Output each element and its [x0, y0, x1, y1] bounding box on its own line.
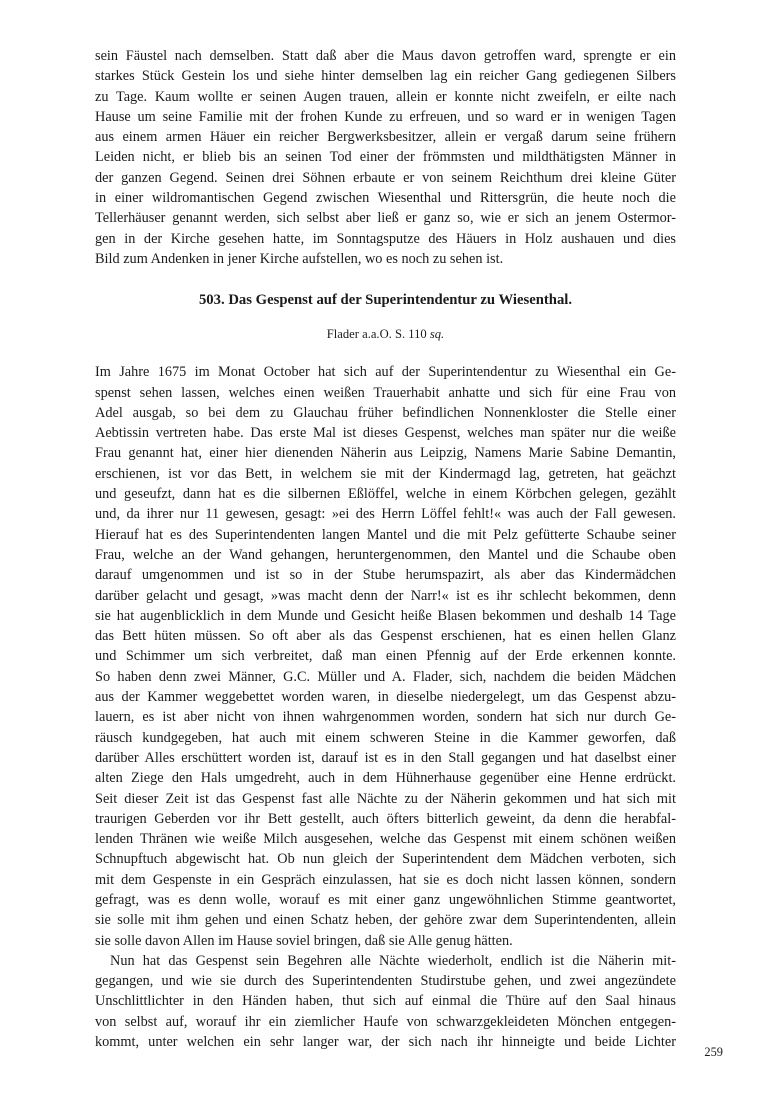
text-line-content: Im Jahre 1675 im Monat October hat sich auf der Superintendentur zu Wiesenthal ein Ge-	[95, 364, 676, 381]
text-line	[95, 768, 676, 788]
text-line	[95, 127, 676, 147]
text-line	[95, 188, 676, 208]
text-line	[95, 646, 676, 666]
text-line	[95, 586, 676, 606]
text-line-content: darüber Alles erschüttert worden ist, darauf ist es in den Stall gegangen und hat daselbst einer	[95, 749, 676, 766]
text-line	[95, 525, 676, 545]
text-line	[95, 208, 676, 228]
text-line-content: sie hat augenblicklich in dem Munde und Gesicht heiße Blasen bekommen und deshalb 14 Tage	[95, 607, 676, 624]
text-line-content: starkes Stück Gestein los und siehe hinter demselben lag ein reicher Gang gediegenen Silbers	[95, 68, 676, 85]
text-line	[95, 707, 676, 727]
text-line	[95, 728, 676, 748]
text-line-content: Bild zum Andenken in jener Kirche aufstellen, wo es noch zu sehen ist.	[95, 250, 504, 267]
text-line	[95, 66, 676, 86]
text-line-content: und geseufzt, dann hat es die silbernen Eßlöffel, welche in einem Körbchen gelegen, gezählt	[95, 486, 676, 503]
text-line-content: lenden Thränen wie weiße Milch ausgesehen, welche das Gespenst mit einem schönen weißen	[95, 831, 676, 848]
text-line-content: der ganzen Gegend. Seinen drei Söhnen erbaute er von seinem Reichthum drei kleine Güter	[95, 169, 676, 186]
text-line	[95, 107, 676, 127]
text-line-content: und Schimmer um sich verbreitet, daß man einen Pfennig auf der Erde erkennen konnte.	[95, 648, 676, 665]
text-line-content: Leiden nicht, er blieb bis an seinen Tod einer der frömmsten und mildthätigsten Männer in	[95, 149, 676, 166]
text-line	[95, 443, 676, 463]
source-abbreviation: sq.	[429, 327, 445, 342]
paragraph-main	[95, 362, 676, 951]
text-line	[95, 910, 676, 930]
text-line	[95, 484, 676, 504]
text-line-content: traurigen Geberden vor ihr Bett gestellt, auch öfters bitterlich geweint, da denn die herabfal-	[95, 810, 676, 827]
text-line-content: Nun hat das Gespenst sein Begehren alle Nächte wiederholt, endlich ist die Näherin mit-	[110, 952, 676, 969]
text-line	[95, 829, 676, 849]
text-line-content: erschienen, ist vor das Bett, in welchem sie mit der Kindermagd lag, getreten, hat geächzt	[95, 465, 677, 482]
text-line	[95, 383, 676, 403]
text-line-content: lauern, es ist aber nicht von ihnen wahrgenommen worden, sondern hat sich nur durch Ge-	[95, 709, 676, 726]
text-line-content: aus der Kammer weggebettet worden waren, in dieselbe niedergelegt, um das Gespenst abzu-	[95, 689, 676, 706]
text-line	[95, 748, 676, 768]
text-line	[95, 46, 676, 66]
text-line-content: Unschlittlichter in den Händen haben, thut sich auf einmal die Thüre auf den Saal hinaus	[95, 993, 676, 1010]
text-line-content: zu Tage. Kaum wollte er seinen Augen trauen, allein er konnte nicht zweifeln, er eilte nach	[95, 88, 676, 105]
text-line	[95, 626, 676, 646]
text-line	[95, 504, 676, 524]
source-text: Flader a.a.O. S. 110	[326, 327, 427, 342]
text-line	[95, 890, 676, 910]
text-line-content: darüber gelacht und gesagt, »was macht denn der Narr!« ist es ihr schlecht bekommen, denn	[95, 587, 677, 604]
text-line	[95, 606, 676, 626]
text-line-content: in einer wildromantischen Gegend zwischen Wiesenthal und Rittersgrün, die heute noch die	[95, 190, 676, 207]
text-line	[95, 789, 676, 809]
text-line	[95, 147, 676, 167]
page-number: 259	[704, 1045, 723, 1059]
text-line-content: das Bett hüten müssen. So oft aber als das Gespenst erschienen, hat es einen hellen Glanz	[95, 628, 677, 645]
text-line-content: Frau genannt hat, einer hier dienenden Näherin aus Leipzig, Namens Marie Sabine Demantin,	[95, 445, 676, 462]
text-line-content: Frau, welche an der Wand gehangen, heruntergenommen, den Mantel und die Schaube oben	[95, 546, 676, 563]
text-line-content: Schnupftuch abgewischt hat. Ob nun gleich der Superintendent dem Mädchen verboten, sich	[95, 851, 676, 868]
text-line	[95, 87, 676, 107]
text-line-content: Seit dieser Zeit ist das Gespenst fast alle Nächte zu der Näherin gekommen und hat sich mit	[95, 790, 676, 807]
text-line-content: gefragt, was es denn wolle, worauf es mit einer ganz ungewöhnlichen Stimme geantwortet,	[95, 891, 677, 908]
section-heading: 503. Das Gespenst auf der Superintendentur zu Wiesenthal.	[198, 292, 573, 309]
text-line	[95, 403, 676, 423]
text-line-content: Hierauf hat es des Superintendenten langen Mantel und die mit Pelz gefütterte Schaube seiner	[95, 526, 676, 543]
text-line-content: gegangen, und wie sie durch des Superintendenten Studirstube gehen, und zwei angezündete	[95, 973, 676, 990]
text-line-content: gen in der Kirche gesehen hatte, im Sonntagsputze des Häuers in Holz aushauen und dies	[95, 230, 676, 247]
text-line-content: alten Ziege den Hals umgedreht, auch in dem Hühnerhause gegenüber eine Henne erdrückt.	[95, 770, 676, 787]
text-line	[95, 1032, 676, 1052]
text-line-content: Aebtissin vertreten habe. Das erste Mal ist dieses Gespenst, welches man später nur die weiße	[95, 425, 676, 442]
text-line-content: sie solle mit ihm gehen und einen Schatz heben, der gehöre zwar dem Superintendenten, allein	[95, 912, 676, 929]
text-line	[95, 991, 676, 1011]
paragraph-continuation	[95, 46, 676, 269]
text-column	[95, 46, 676, 1052]
text-line	[95, 667, 676, 687]
text-line-content: spenst sehen lassen, welches einen weißen Trauerhabit anhatte und sich für eine Frau von	[95, 384, 676, 401]
text-line-content: sie solle davon Allen im Hause soviel bringen, daß sie Alle genug hätten.	[95, 932, 513, 949]
text-line	[95, 951, 676, 971]
text-line	[95, 971, 676, 991]
text-line-content: darauf umgenommen und ist so in der Stube herumspazirt, als aber das Kindermädchen	[95, 567, 676, 584]
text-line	[95, 229, 676, 249]
text-line	[95, 870, 676, 890]
text-line-content: kommt, unter welchen ein sehr langer war, der sich nach ihr hinneigte und beide Lichter	[95, 1034, 677, 1051]
source-citation	[95, 325, 676, 343]
text-line	[95, 565, 676, 585]
text-line-content: Tellerhäuser genannt werden, sich selbst aber ließ er ganz so, wie er sich an jenem Ostermor-	[95, 210, 676, 227]
text-line-content: räusch kundgegeben, hat auch mit einem schweren Steine in die Kammer geworfen, daß	[95, 729, 676, 746]
text-line	[95, 809, 676, 829]
text-line	[95, 931, 676, 951]
paragraph-final	[95, 951, 676, 1052]
text-line-content: So haben denn zwei Männer, G.C. Müller und A. Flader, sich, nachdem die beiden Mädchen	[95, 668, 676, 685]
text-line	[95, 249, 676, 269]
text-line-content: mit dem Gespenste in ein Gespräch einzulassen, hat sie es doch nicht lassen können, sondern	[95, 871, 676, 888]
text-line-content: Adel ausgab, so bei dem zu Glauchau früher befindlichen Nonnenkloster die Stelle einer	[95, 404, 676, 421]
text-line	[95, 1012, 676, 1032]
text-line-content: und, da ihrer nur 11 gewesen, gesagt: »ei des Herrn Löffel fehlt!« was auch der Fall gewesen.	[95, 506, 676, 523]
text-line	[95, 464, 676, 484]
text-line-content: aus einem armen Häuer ein reicher Bergwerksbesitzer, allein er vergaß darum seine frühern	[95, 129, 677, 146]
text-line	[95, 362, 676, 382]
text-line-content: von selbst auf, worauf ihr ein ziemlicher Haufe von schwarzgekleideten Mönchen entgegen-	[95, 1013, 676, 1030]
text-line-content: Hause um seine Familie mit der frohen Kunde zu erfreuen, und so ward er in wenigen Tagen	[95, 108, 676, 125]
text-line-content: sein Fäustel nach demselben. Statt daß aber die Maus davon getroffen ward, sprengte er ein	[95, 48, 676, 64]
text-line	[95, 687, 676, 707]
text-line	[95, 423, 676, 443]
text-line	[95, 849, 676, 869]
text-line	[95, 545, 676, 565]
text-line	[95, 168, 676, 188]
